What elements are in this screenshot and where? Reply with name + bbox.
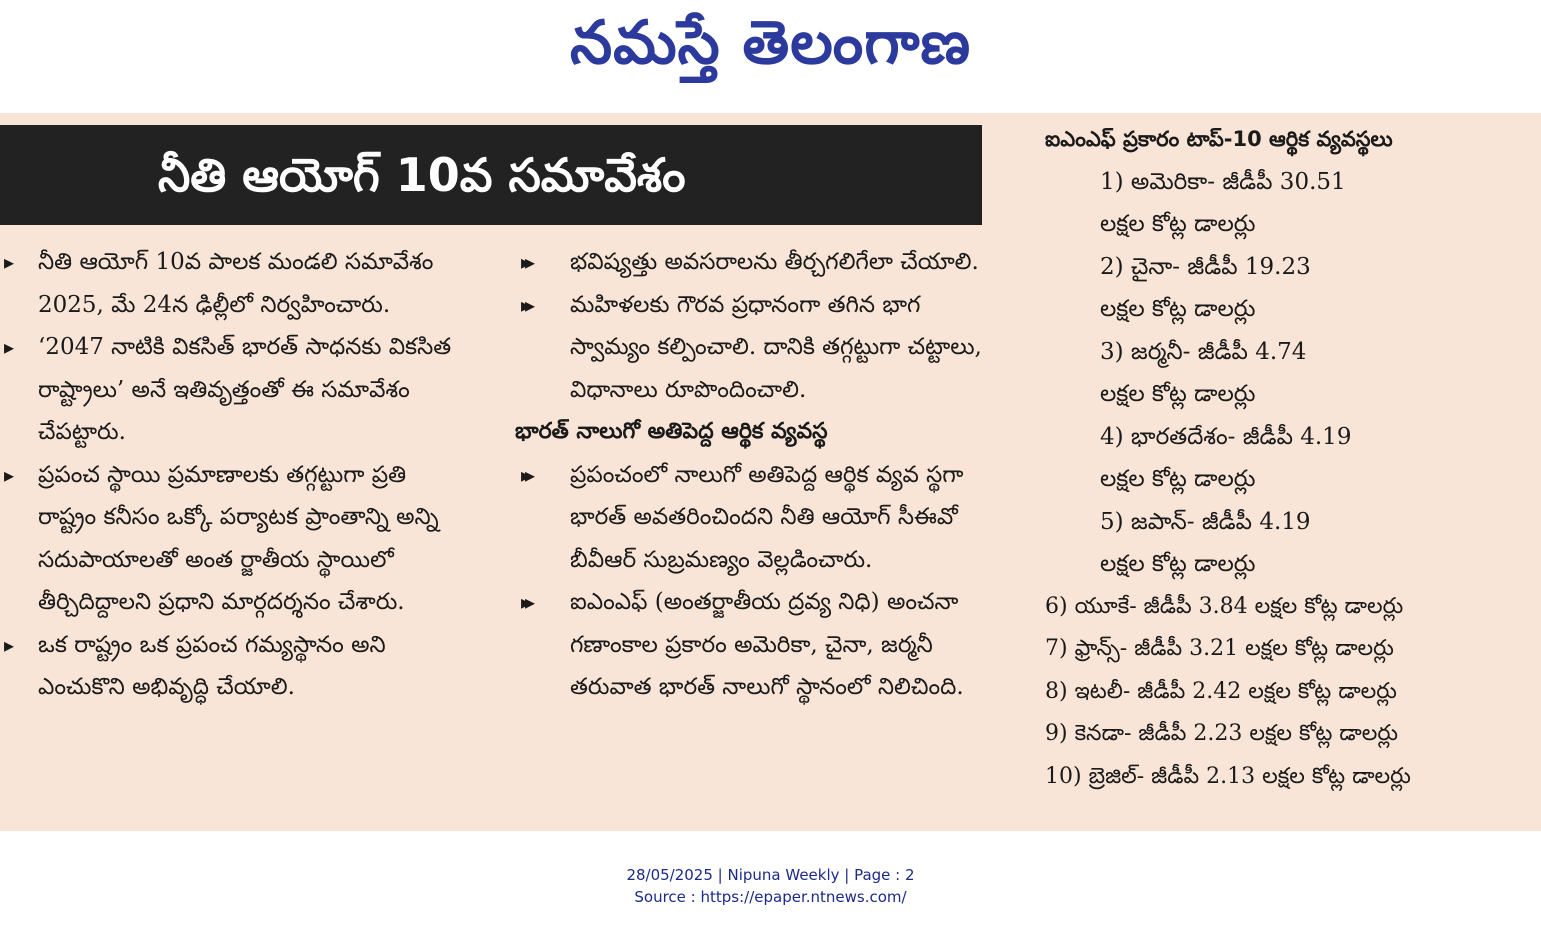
column-3-economies-list [1045,118,1535,798]
page-footer [0,864,1541,908]
section-subheading: భారత్ నాలుగో అతిపెద్ద ఆర్థిక వ్యవస్థ [515,419,828,444]
footer-source-line: Source : https://epaper.ntnews.com/ [634,888,907,906]
list-item [1045,501,1535,586]
bullet-item: ▸▸ మహిళలకు గౌరవ ప్రధానంగా తగిన భాగ స్వామ్యం కల్పించాలి. దానికి తగ్గట్టుగా చట్టాలు, విధానాలు రూపొందించాలి. [515,284,1000,412]
article-panel [0,113,1541,831]
list-item [1045,331,1535,416]
rank-head: 3) జర్మనీ- జీడీపీ 4.74 [1100,338,1307,365]
rank-head: 2) చైనా- జీడీపీ 19.23 [1100,253,1311,280]
list-item [1045,161,1535,246]
bullet-item: ▸ ప్రపంచ స్థాయి ప్రమాణాలకు తగ్గట్టుగా ప్రతి రాష్ట్రం కనీసం ఒక్కో పర్యాటక ప్రాంతాన్ని అన్ని సదుపాయాలతో అంత ర్జాతీయ స్థాయిలో తీర్చిదిద్దాలని ప్రధాని మార్గదర్శనం చేశారు. [0,454,470,624]
rank-head: 4) భారతదేశం- జీడీపీ 4.19 [1100,423,1352,450]
bullet-item: ▸▸ ప్రపంచంలో నాలుగో అతిపెద్ద ఆర్థిక వ్యవ స్థగా భారత్ అవతరించిందని నీతి ఆయోగ్ సీఈవో బీవీఆర్ సుబ్రమణ్యం వెల్లడించారు. [515,454,1000,582]
rank-tail: లక్షల కోట్ల డాలర్లు [1100,466,1256,492]
bullet-item: ▸▸ భవిష్యత్తు అవసరాలను తీర్చగలిగేలా చేయాలి. [515,241,1000,284]
rank-head: 5) జపాన్- జీడీపీ 4.19 [1100,508,1311,535]
list-item [1045,416,1535,501]
bullet-item: ▸▸ ఐఎంఎఫ్ (అంతర్జాతీయ ద్రవ్య నిధి) అంచనా గణాంకాల ప్రకారం అమెరికా, చైనా, జర్మనీ తరువాత భారత్ నాలుగో స్థానంలో నిలిచింది. [515,581,1000,709]
list-item: 8) ఇటలీ- జీడీపీ 2.42 లక్షల కోట్ల డాలర్లు [1045,678,1397,704]
list-item: 10) బ్రెజిల్- జీడీపీ 2.13 లక్షల కోట్ల డాలర్లు [1045,763,1411,789]
column-1 [0,241,470,709]
list-item [1045,246,1535,331]
article-headline: నీతి ఆయోగ్ 10వ సమావేశం [0,125,982,225]
list-item: 6) యూకే- జీడీపీ 3.84 లక్షల కోట్ల డాలర్లు [1045,593,1404,619]
column-2 [515,241,1000,709]
rank-tail: లక్షల కోట్ల డాలర్లు [1100,381,1256,407]
list-item: 9) కెనడా- జీడీపీ 2.23 లక్షల కోట్ల డాలర్లు [1045,721,1398,746]
footer-date-line: 28/05/2025 | Nipuna Weekly | Page : 2 [626,866,915,884]
list-item: 7) ఫ్రాన్స్- జీడీపీ 3.21 లక్షల కోట్ల డాలర్లు [1045,636,1394,661]
bullet-item: ▸ నీతి ఆయోగ్ 10వ పాలక మండలి సమావేశం 2025, మే 24న ఢిల్లీలో నిర్వహించారు. [0,241,470,326]
bullet-item: ▸ ఒక రాష్ట్రం ఒక ప్రపంచ గమ్యస్థానం అని ఎంచుకొని అభివృద్ధి చేయాలి. [0,624,470,709]
rank-tail: లక్షల కోట్ల డాలర్లు [1100,551,1256,577]
list-title: ఐఎంఎఫ్ ప్రకారం టాప్-10 ఆర్థిక వ్యవస్థలు [1045,127,1393,151]
rank-tail: లక్షల కోట్ల డాలర్లు [1100,296,1256,322]
bullet-item: ▸ ‘2047 నాటికి వికసిత్ భారత్ సాధనకు వికసిత రాష్ట్రాలు’ అనే ఇతివృత్తంతో ఈ సమావేశం చేపట్టారు. [0,326,470,454]
rank-tail: లక్షల కోట్ల డాలర్లు [1100,211,1256,237]
rank-head: 1) అమెరికా- జీడీపీ 30.51 [1100,168,1346,195]
masthead-logo: నమస్తే తెలంగాణ [569,8,972,78]
